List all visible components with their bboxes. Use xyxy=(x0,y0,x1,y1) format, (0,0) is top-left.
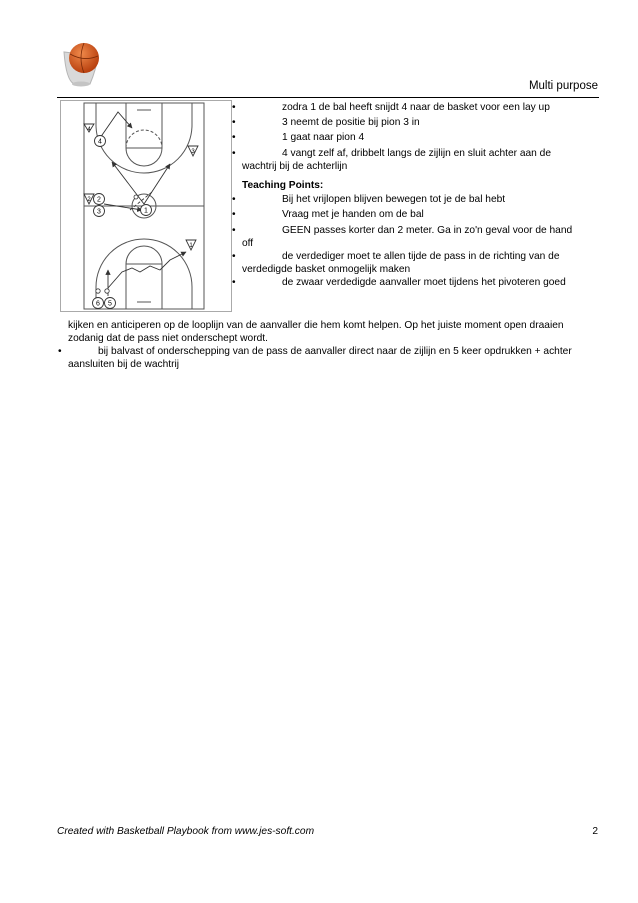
court-diagram xyxy=(60,100,232,312)
cone-1 xyxy=(186,240,196,250)
list-item: • Bij het vrijlopen blijven bewegen tot je de bal hebt xyxy=(232,194,506,206)
svg-text:2: 2 xyxy=(87,197,91,203)
list-item: • de zwaar verdedigde aanvaller moet tijdens het pivoteren goed xyxy=(232,277,566,289)
body-text: kijken en anticiperen op de looplijn van de aanvaller die hem komt helpen. Op het juiste moment open draaien zodanig dat de pass niet onderschept wordt. • bij balvast of onderschepping van de pass de aanvaller direct naar de zijlijn en 5 keer opdrukken + achter aansluiten bij de wachtrij xyxy=(58,319,603,371)
list-item: • 4 vangt zelf af, dribbelt langs de zijlijn en sluit achter aan de xyxy=(232,147,551,159)
player-2 xyxy=(94,194,105,205)
player-1 xyxy=(141,205,152,216)
svg-text:4: 4 xyxy=(87,127,91,133)
teaching-points-heading: Teaching Points: xyxy=(242,180,324,192)
cone-3 xyxy=(188,146,198,156)
list-item: • Vraag met je handen om de bal xyxy=(232,209,424,221)
svg-text:5: 5 xyxy=(108,300,112,308)
svg-text:2: 2 xyxy=(97,196,101,204)
page-number: 2 xyxy=(592,826,598,837)
cone-4 xyxy=(84,124,94,133)
list-item: • zodra 1 de bal heeft snijdt 4 naar de basket voor een lay up xyxy=(232,102,550,113)
player-3 xyxy=(94,206,105,217)
page-title: Multi purpose xyxy=(528,80,598,92)
list-item: • 3 neemt de positie bij pion 3 in xyxy=(232,117,420,129)
svg-text:3: 3 xyxy=(191,149,195,155)
svg-text:1: 1 xyxy=(189,243,193,249)
cone-2 xyxy=(84,194,94,204)
list-item: • 1 gaat naar pion 4 xyxy=(232,132,365,144)
ball-icon xyxy=(96,289,100,293)
svg-text:1: 1 xyxy=(144,207,148,215)
list-item: • de verdediger moet te allen tijde de pass in de richting van de xyxy=(232,251,560,263)
list-item: • GEEN passes korter dan 2 meter. Ga in zo'n geval voor de hand xyxy=(232,224,573,236)
svg-text:6: 6 xyxy=(96,300,100,308)
player-6 xyxy=(93,298,104,309)
svg-text:3: 3 xyxy=(97,208,101,216)
header-divider xyxy=(57,97,599,98)
instruction-list: • zodra 1 de bal heeft snijdt 4 naar de basket voor een lay up • 3 neemt de positie bij pion 3 in • 1 gaat naar pion 4 • 4 vangt zelf af, dribbelt langs de zijlijn en sluit achter aan de wachtrij bij de achterlijn Teaching Points: • Bij het vrijlopen blijven bewegen tot je de bal hebt • Vraag met je handen om de bal • GEEN passes korter dan 2 meter. Ga in zo'n geval voor de hand off • de verdediger moet te allen tijde de pass in de richting van de verdedigde basket onmogelijk maken • de zwaar verdedigde aanvaller moet tijdens het pivoteren goed xyxy=(232,101,602,290)
player-5 xyxy=(105,298,116,309)
footer-credit: Created with Basketball Playbook from www.jes-soft.com xyxy=(57,826,315,837)
list-item: • bij balvast of onderschepping van de pass de aanvaller direct naar de zijlijn en 5 keer opdrukken + achter xyxy=(58,346,572,357)
ball-icon xyxy=(105,289,109,293)
svg-text:4: 4 xyxy=(98,138,102,146)
basketball-logo-icon xyxy=(56,40,106,88)
player-4 xyxy=(95,136,106,147)
ball-icon xyxy=(134,195,138,199)
